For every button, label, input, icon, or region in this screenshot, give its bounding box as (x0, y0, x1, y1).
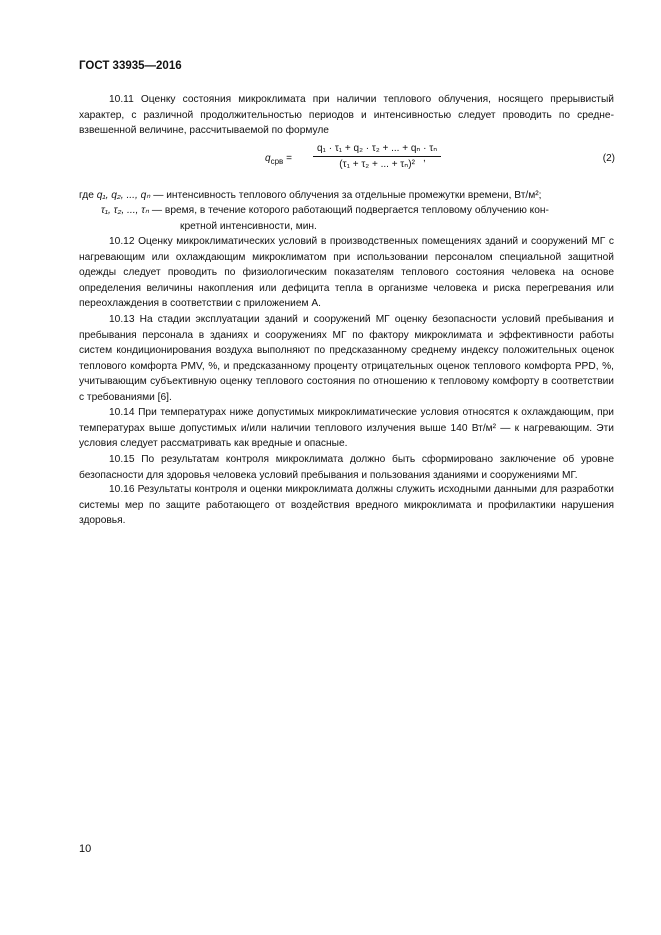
paragraph-10-11: 10.11 Оценку состояния микроклимата при наличии теплового облучения, носящего прерывистый характер, с различной продолжительностью периодов и интенсивностью следует проводить по средне-взвешенной величине, рассчитываемой по формуле (79, 94, 614, 136)
paragraph-10-13: 10.13 На стадии эксплуатации зданий и сооружений МГ оценку безопасности условий пребывания и пребывания персонала в зданиях и сооружениях МГ по фактору микроклимата и эффективности работы систем кондиционирования воздуха выполняют по предсказанному среднему индексу положительных оценок теплового комфорта PMV, %, и предсказанному проценту отрицательных оценок теплового комфорта PPD, %, учитывающим субъективную оценку теплового состояния по отношению к тепловому комфорту в соответствии с требованиями [6]. (79, 314, 614, 403)
formula-number: (2) (602, 153, 615, 164)
definition-q-symbols: q₁, q₂, ..., qₙ (96, 190, 151, 201)
definition-tau-text-cont: кретной интенсивности, мин. (180, 220, 317, 232)
definition-q (79, 188, 614, 204)
document-header: ГОСТ 33935—2016 (79, 60, 182, 72)
definition-where: где (79, 190, 94, 201)
formula-lhs: $q_{срв}$ = (265, 153, 292, 166)
definition-q-text: — интенсивность теплового облучения за отдельные промежутки времени, Вт/м²; (153, 190, 542, 201)
paragraph-10-16: 10.16 Результаты контроля и оценки микроклимата должны служить исходными данными для разработки системы мер по защите работающего от воздействия вредного микроклимата и профилактики нарушения здоровья. (79, 484, 614, 526)
formula-comma: , (423, 153, 426, 164)
formula-2 (265, 143, 615, 179)
paragraph-10-12: 10.12 Оценку микроклиматических условий в производственных помещениях зданий и сооружений МГ с нагревающим или охлаждающим микроклиматом при использовании персоналом специальной защитной одежды следует проводить по физиологическим показателям теплового состояния человека на основе определения величины накопления или дефицита тепла в организме человека и риска перегревания или переохлаждения в соответствии с приложением А. (79, 236, 614, 309)
page-number: 10 (79, 843, 92, 855)
formula-denominator: (τ₁ + τ₂ + ... + τₙ)² (339, 159, 415, 170)
definition-tau-symbols: τ₁, τ₂, ..., τₙ (101, 205, 150, 216)
formula-numerator: q₁ · τ₁ + q₂ · τ₂ + ... + qₙ · τₙ (313, 143, 441, 157)
paragraph-10-15: 10.15 По результатам контроля микроклимата должно быть сформировано заключение об уровне безопасности для здоровья человека условий пребывания и пользования зданиями и сооружениями МГ. (79, 454, 614, 481)
formula-fraction (313, 143, 441, 170)
paragraph-10-14: 10.14 При температурах ниже допустимых микроклиматические условия относятся к охлаждающим, при температурах выше допустимых и/или наличии теплового излучения выше 140 Вт/м² — к нагревающим. Эти условия следует рассматривать как вредные и опасные. (79, 407, 614, 449)
definition-tau (101, 203, 614, 234)
definition-tau-text: — время, в течение которого работающий подвергается тепловому облучению кон- (151, 205, 549, 216)
